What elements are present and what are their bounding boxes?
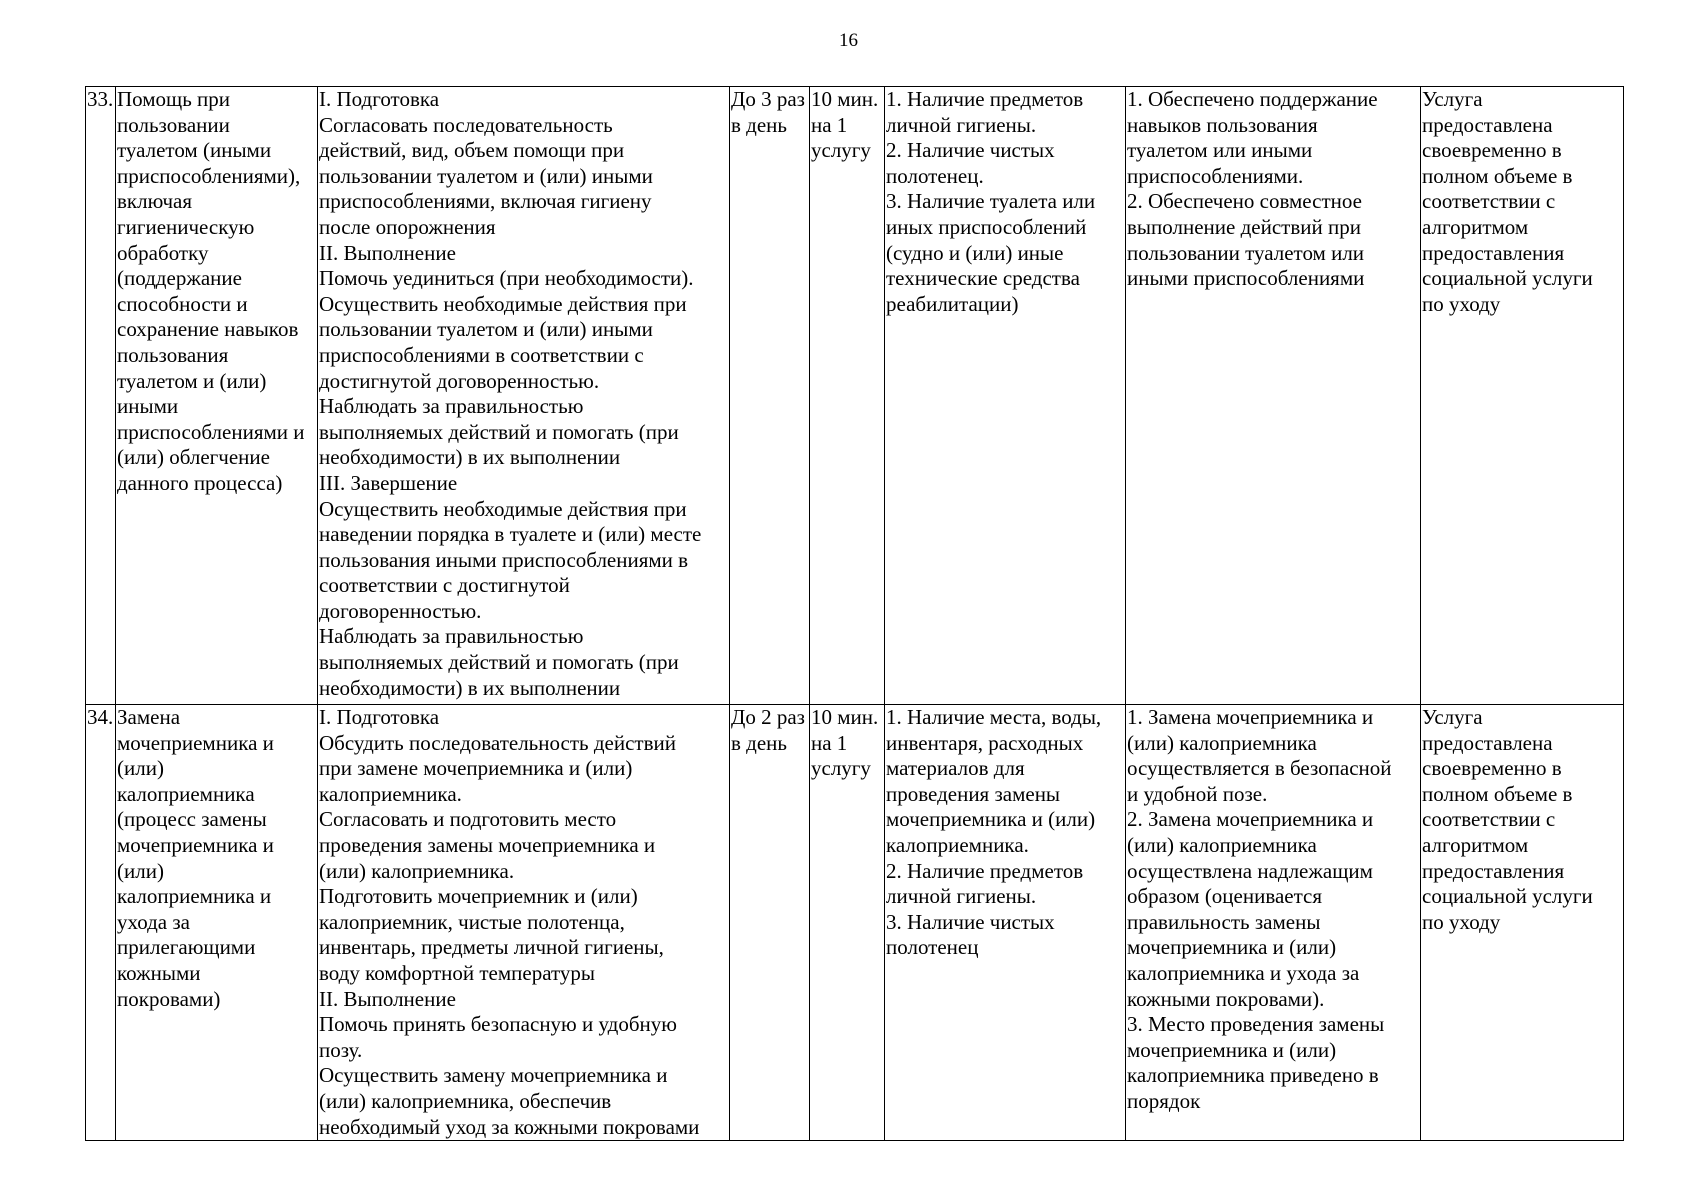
text-line: Помощь при bbox=[117, 87, 231, 111]
text-line: приспособлениями. bbox=[1127, 163, 1304, 188]
text-line: после опорожнения bbox=[319, 214, 496, 239]
text-line: полном объеме в bbox=[1422, 163, 1573, 188]
text-line: приспособлениями в соответствии с bbox=[319, 342, 644, 367]
text-line: прилегающими bbox=[117, 935, 256, 960]
text-line: II. Выполнение bbox=[319, 986, 456, 1011]
text-line: необходимый уход за кожными покровами bbox=[319, 1114, 700, 1139]
text-line: Осуществить необходимые действия при bbox=[319, 291, 687, 316]
text-line: социальной услуги bbox=[1422, 884, 1593, 909]
text-line: пользовании туалетом или bbox=[1127, 240, 1365, 265]
text-line: в день bbox=[731, 112, 787, 137]
text-line: технические средства bbox=[886, 266, 1080, 291]
cell-conditions bbox=[885, 705, 1126, 1141]
text-line: и удобной позе. bbox=[1127, 781, 1268, 806]
text-line: калоприемник, чистые полотенца, bbox=[319, 909, 625, 934]
text-line: пользования bbox=[117, 342, 229, 367]
text-line: своевременно в bbox=[1422, 756, 1562, 781]
text-line: покровами) bbox=[117, 986, 221, 1011]
text-line: порядок bbox=[1127, 1088, 1201, 1113]
text-line: Обсудить последовательность действий bbox=[319, 730, 676, 755]
text-line: II. Выполнение bbox=[319, 240, 456, 265]
text-line: 3. Наличие туалета или bbox=[886, 189, 1096, 214]
cell-results bbox=[1126, 87, 1421, 705]
cell-duration bbox=[810, 705, 885, 1141]
text-line: Согласовать последовательность bbox=[319, 112, 613, 137]
text-line: предоставления bbox=[1422, 240, 1565, 265]
text-line: навыков пользования bbox=[1127, 112, 1318, 137]
text-line: мочеприемника и bbox=[117, 730, 274, 755]
text-line: кожными bbox=[117, 960, 201, 985]
text-line: личной гигиены. bbox=[886, 884, 1037, 909]
text-line: калоприемника и bbox=[117, 884, 272, 909]
text-line: До 3 раз bbox=[731, 87, 805, 111]
text-line: действий, вид, объем помощи при bbox=[319, 138, 625, 163]
text-line: сохранение навыков bbox=[117, 317, 299, 342]
text-line: приспособлениями, включая гигиену bbox=[319, 189, 652, 214]
cell-frequency bbox=[730, 87, 810, 705]
text-line: позу. bbox=[319, 1037, 363, 1062]
text-line: 10 мин. bbox=[811, 87, 879, 111]
text-line: осуществляется в безопасной bbox=[1127, 756, 1392, 781]
text-line: инвентарь, предметы личной гигиены, bbox=[319, 935, 664, 960]
cell-number: 33. bbox=[86, 87, 116, 705]
text-line: 1. Обеспечено поддержание bbox=[1127, 87, 1378, 111]
text-line: личной гигиены. bbox=[886, 112, 1037, 137]
text-line: воду комфортной температуры bbox=[319, 960, 595, 985]
text-line: Помочь принять безопасную и удобную bbox=[319, 1012, 677, 1037]
text-line: выполняемых действий и помогать (при bbox=[319, 650, 679, 675]
text-line: Наблюдать за правильностью bbox=[319, 624, 584, 649]
text-line: предоставления bbox=[1422, 858, 1565, 883]
text-line: на 1 bbox=[811, 730, 848, 755]
text-line: необходимости) в их выполнении bbox=[319, 445, 621, 470]
text-line: правильность замены bbox=[1127, 909, 1321, 934]
text-line: наведении порядка в туалете и (или) месте bbox=[319, 522, 702, 547]
text-line: при замене мочеприемника и (или) bbox=[319, 756, 633, 781]
text-line: кожными покровами). bbox=[1127, 986, 1325, 1011]
services-table bbox=[85, 86, 1624, 1141]
text-line: алгоритмом bbox=[1422, 214, 1529, 239]
text-line: услугу bbox=[811, 138, 871, 163]
table-row bbox=[86, 87, 1624, 705]
text-line: по уходу bbox=[1422, 291, 1501, 316]
text-line: полном объеме в bbox=[1422, 781, 1573, 806]
text-line: III. Завершение bbox=[319, 470, 458, 495]
cell-duration bbox=[810, 87, 885, 705]
text-line: включая bbox=[117, 189, 193, 214]
text-line: (или) калоприемника, обеспечив bbox=[319, 1088, 612, 1113]
text-line: Подготовить мочеприемник и (или) bbox=[319, 884, 638, 909]
text-line: калоприемника приведено в bbox=[1127, 1063, 1379, 1088]
text-line: мочеприемника и (или) bbox=[1127, 935, 1337, 960]
cell-procedure bbox=[318, 87, 730, 705]
text-line: 1. Наличие предметов bbox=[886, 87, 1084, 111]
text-line: калоприемника bbox=[117, 781, 255, 806]
text-line: мочеприемника и bbox=[117, 832, 274, 857]
text-line: пользовании туалетом и (или) иными bbox=[319, 317, 653, 342]
text-line: I. Подготовка bbox=[319, 87, 440, 111]
text-line: договоренностью. bbox=[319, 598, 482, 623]
text-line: ухода за bbox=[117, 909, 190, 934]
text-line: До 2 раз bbox=[731, 705, 805, 729]
text-line: инвентаря, расходных bbox=[886, 730, 1084, 755]
text-line: 2. Замена мочеприемника и bbox=[1127, 807, 1374, 832]
cell-quality bbox=[1421, 87, 1624, 705]
text-line: Осуществить замену мочеприемника и bbox=[319, 1063, 668, 1088]
text-line: калоприемника и ухода за bbox=[1127, 960, 1360, 985]
text-line: приспособлениями и bbox=[117, 419, 305, 444]
text-line: пользования иными приспособлениями в bbox=[319, 547, 689, 572]
text-line: соответствии с bbox=[1422, 189, 1556, 214]
text-line: (или) калоприемника bbox=[1127, 832, 1317, 857]
text-line: (поддержание bbox=[117, 266, 242, 291]
text-line: 3. Наличие чистых bbox=[886, 909, 1055, 934]
text-line: 10 мин. bbox=[811, 705, 879, 729]
text-line: (или) bbox=[117, 858, 164, 883]
text-line: полотенец. bbox=[886, 163, 984, 188]
cell-number: 34. bbox=[86, 705, 116, 1141]
cell-quality bbox=[1421, 705, 1624, 1141]
page-number: 16 bbox=[839, 30, 858, 51]
text-line: Осуществить необходимые действия при bbox=[319, 496, 687, 521]
text-line: гигиеническую bbox=[117, 214, 255, 239]
text-line: (или) калоприемника bbox=[1127, 730, 1317, 755]
text-line: соответствии с bbox=[1422, 807, 1556, 832]
text-line: реабилитации) bbox=[886, 291, 1019, 316]
text-line: способности и bbox=[117, 291, 248, 316]
cell-service-name bbox=[116, 87, 318, 705]
text-line: 2. Наличие чистых bbox=[886, 138, 1055, 163]
text-line: алгоритмом bbox=[1422, 832, 1529, 857]
text-line: данного процесса) bbox=[117, 470, 283, 495]
text-line: иными bbox=[117, 394, 179, 419]
text-line: туалетом (иными bbox=[117, 138, 272, 163]
text-line: на 1 bbox=[811, 112, 848, 137]
text-line: достигнутой договоренностью. bbox=[319, 368, 600, 393]
text-line: в день bbox=[731, 730, 787, 755]
text-line: осуществлена надлежащим bbox=[1127, 858, 1373, 883]
text-line: 2. Наличие предметов bbox=[886, 858, 1084, 883]
text-line: (или) облегчение bbox=[117, 445, 270, 470]
text-line: пользовании bbox=[117, 112, 230, 137]
text-line: Замена bbox=[117, 705, 181, 729]
text-line: Услуга bbox=[1422, 87, 1483, 111]
text-line: по уходу bbox=[1422, 909, 1501, 934]
text-line: услугу bbox=[811, 756, 871, 781]
cell-results bbox=[1126, 705, 1421, 1141]
text-line: проведения замены мочеприемника и bbox=[319, 832, 656, 857]
text-line: выполняемых действий и помогать (при bbox=[319, 419, 679, 444]
text-line: (или) калоприемника. bbox=[319, 858, 515, 883]
text-line: мочеприемника и (или) bbox=[886, 807, 1096, 832]
text-line: выполнение действий при bbox=[1127, 214, 1361, 239]
text-line: обработку bbox=[117, 240, 209, 265]
text-line: (или) bbox=[117, 756, 164, 781]
text-line: социальной услуги bbox=[1422, 266, 1593, 291]
table-row bbox=[86, 705, 1624, 1141]
text-line: I. Подготовка bbox=[319, 705, 440, 729]
text-line: предоставлена bbox=[1422, 730, 1553, 755]
text-line: приспособлениями), bbox=[117, 163, 301, 188]
text-line: (судно и (или) иные bbox=[886, 240, 1064, 265]
text-line: 3. Место проведения замены bbox=[1127, 1012, 1385, 1037]
text-line: 1. Замена мочеприемника и bbox=[1127, 705, 1374, 729]
text-line: мочеприемника и (или) bbox=[1127, 1037, 1337, 1062]
text-line: необходимости) в их выполнении bbox=[319, 675, 621, 700]
text-line: соответствии с достигнутой bbox=[319, 573, 570, 598]
cell-conditions bbox=[885, 87, 1126, 705]
cell-frequency bbox=[730, 705, 810, 1141]
text-line: иных приспособлений bbox=[886, 214, 1087, 239]
text-line: полотенец bbox=[886, 935, 979, 960]
cell-service-name bbox=[116, 705, 318, 1141]
text-line: 2. Обеспечено совместное bbox=[1127, 189, 1362, 214]
cell-procedure bbox=[318, 705, 730, 1141]
text-line: своевременно в bbox=[1422, 138, 1562, 163]
text-line: образом (оценивается bbox=[1127, 884, 1323, 909]
text-line: предоставлена bbox=[1422, 112, 1553, 137]
text-line: пользовании туалетом и (или) иными bbox=[319, 163, 653, 188]
text-line: 1. Наличие места, воды, bbox=[886, 705, 1102, 729]
text-line: калоприемника. bbox=[319, 781, 462, 806]
text-line: Согласовать и подготовить место bbox=[319, 807, 617, 832]
text-line: туалетом и (или) bbox=[117, 368, 267, 393]
text-line: проведения замены bbox=[886, 781, 1061, 806]
text-line: иными приспособлениями bbox=[1127, 266, 1365, 291]
text-line: (процесс замены bbox=[117, 807, 267, 832]
text-line: Помочь уединиться (при необходимости). bbox=[319, 266, 694, 291]
text-line: калоприемника. bbox=[886, 832, 1029, 857]
text-line: Услуга bbox=[1422, 705, 1483, 729]
text-line: материалов для bbox=[886, 756, 1025, 781]
text-line: Наблюдать за правильностью bbox=[319, 394, 584, 419]
text-line: туалетом или иными bbox=[1127, 138, 1313, 163]
